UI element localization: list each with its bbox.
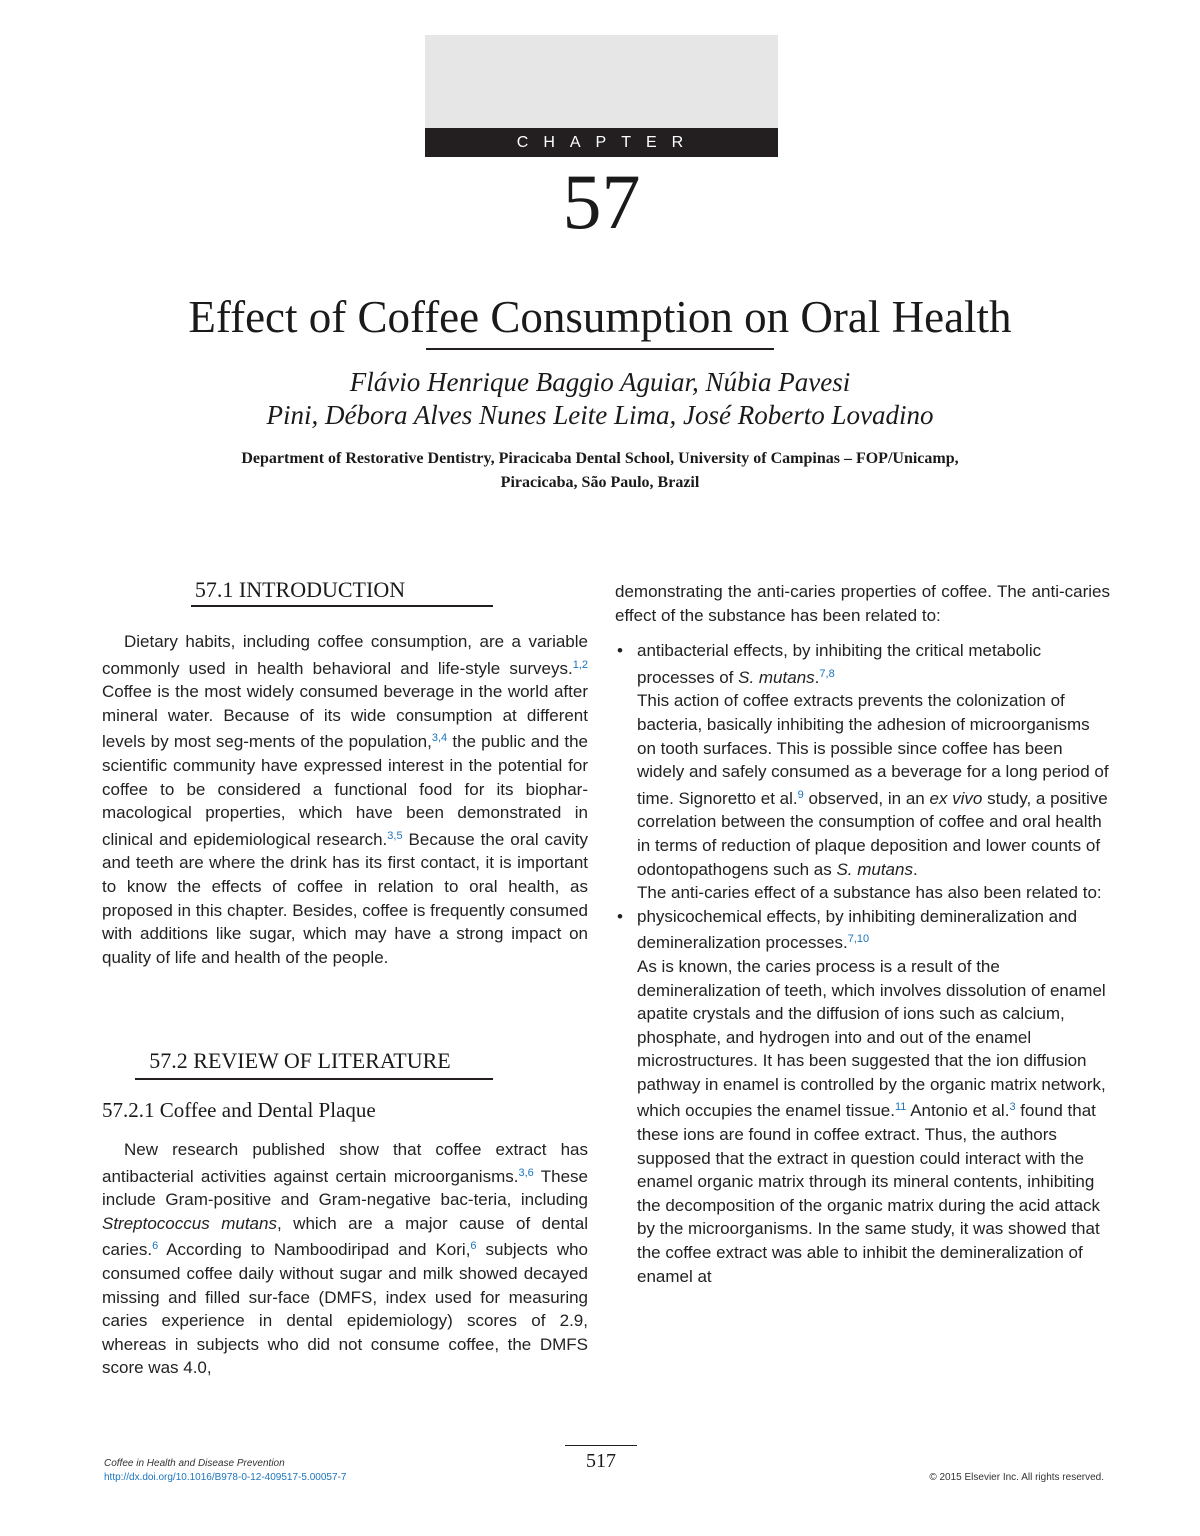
bullet-para-text-3: study, a positive correlation between the consumption of coffee and oral health in terms of reduction of plaque deposition and lower counts of odontopathogens such as [637, 788, 1108, 879]
bullet-paragraph-2: The anti-caries effect of a substance has also been related to: [637, 883, 1102, 903]
latin-term: ex vivo [929, 788, 983, 808]
plaque-paragraph [102, 1138, 588, 1380]
citation-link[interactable]: 3,6 [518, 1166, 534, 1179]
citation-link[interactable]: 6 [152, 1240, 159, 1253]
right-column-body [615, 580, 1110, 1288]
bullet-para-text-1: As is known, the caries process is a result of the demineralization of teeth, which involves dissolution of enamel apatite crystals and the diffusion of ions such as calcium, phosphate, and hydrogen into and out of the enamel microstructures. It has been suggested that the ion diffusion pathway in enamel is controlled by the organic matrix network, which occupies the enamel tissue. [637, 956, 1106, 1121]
citation-link[interactable]: 7,10 [847, 933, 870, 946]
author-list [0, 366, 1200, 432]
introduction-body [102, 630, 588, 969]
section-rule-review [135, 1078, 493, 1080]
species-name: S. mutans [836, 859, 913, 879]
bullet-icon: • [617, 641, 623, 661]
bullet-para-text-2: observed, in an [803, 788, 930, 808]
bullet-para-text-1: This action of coffee extracts prevents the colonization of bacteria, basically inhibiting the adhesion of microorganisms on tooth surfaces. This is possible since coffee has been widely and safely consumed as a beverage for a long period of time. Signoretto et al. [637, 691, 1109, 808]
affiliation [0, 447, 1200, 495]
citation-link[interactable]: 3,4 [431, 732, 448, 745]
chapter-title: Effect of Coffee Consumption on Oral Health [188, 292, 1012, 342]
chapter-header-panel [425, 35, 778, 128]
bullet-text [637, 639, 1110, 689]
book-title: Coffee in Health and Disease Prevention [104, 1458, 285, 1469]
footer-rule [565, 1445, 637, 1446]
citation-link[interactable]: 3,5 [387, 829, 403, 842]
affiliation-line-2: Piracicaba, São Paulo, Brazil [500, 474, 700, 491]
chapter-label: CHAPTER [425, 128, 778, 157]
intro-text-3: the public and the scientific community have expressed interest in the potential for coffee to be considered a functional food for its biophar-macological properties, which have been demonstrated in clinical and epidemiological research. [102, 732, 588, 849]
citation-link[interactable]: 3 [1009, 1101, 1016, 1114]
introduction-paragraph [102, 630, 588, 969]
right-lead-paragraph: demonstrating the anti-caries properties of coffee. The anti-caries effect of the substance has been related to: [615, 582, 1110, 625]
bullet-para-text-3: found that these ions are found in coffee extract. Thus, the authors supposed that the extract in question could interact with the enamel organic matrix through its mineral contents, inhibiting the decomposition of the organic matrix during the acid attack by the microorganisms. In the same study, it was showed that the coffee extract was able to inhibit the demineralization of enamel at [637, 1101, 1101, 1286]
citation-link[interactable]: 7,8 [819, 667, 835, 680]
citation-link[interactable]: 6 [470, 1240, 477, 1253]
bullet-text-2: . [814, 667, 820, 687]
intro-text-2: Coffee is the most widely consumed beverage in the world after mineral water. Because of its wide consumption at different levels by most seg-ments of the population, [102, 682, 588, 752]
bullet-paragraph [637, 955, 1110, 1288]
plaque-text-4: According to Namboodiripad and Kori, [158, 1240, 471, 1260]
plaque-body [102, 1138, 588, 1380]
bullet-paragraph [637, 689, 1110, 881]
plaque-text-2: These include Gram-positive and Gram-negative bac-teria, including [102, 1166, 588, 1210]
author-line-1: Flávio Henrique Baggio Aguiar, Núbia Pavesi [349, 367, 851, 397]
bullet-icon: • [617, 906, 623, 926]
bullet-text-1: physicochemical effects, by inhibiting demineralization and demineralization processes. [637, 906, 1078, 953]
page-number: 517 [586, 1450, 616, 1472]
bullet-para-text-4: . [912, 859, 918, 879]
bullet-item-physicochemical [615, 905, 1110, 1289]
section-heading-review: 57.2 REVIEW OF LITERATURE [149, 1048, 451, 1073]
bullet-para-text-2: Antonio et al. [906, 1101, 1010, 1121]
subsection-heading-plaque: 57.2.1 Coffee and Dental Plaque [102, 1098, 376, 1122]
doi-link[interactable]: http://dx.doi.org/10.1016/B978-0-12-409517-5.00057-7 [104, 1472, 347, 1483]
affiliation-line-1: Department of Restorative Dentistry, Piracicaba Dental School, University of Campinas – FOP/Unicamp, [241, 450, 959, 467]
section-heading-introduction: 57.1 INTRODUCTION [194, 577, 406, 602]
chapter-number: 57 [562, 158, 641, 245]
section-rule-introduction [191, 605, 493, 607]
citation-link[interactable]: 9 [797, 788, 804, 801]
species-name: S. mutans [738, 667, 815, 687]
plaque-text-1: New research published show that coffee extract has antibacterial activities against certain microorganisms. [102, 1140, 588, 1186]
citation-link[interactable]: 1,2 [572, 658, 588, 671]
bullet-text-1: antibacterial effects, by inhibiting the critical metabolic processes of [637, 641, 1042, 687]
intro-text-4: Because the oral cavity and teeth are where the drink has its first contact, it is important to know the effects of coffee in relation to oral health, as proposed in this chapter. Besides, coffee is frequently consumed with additions like sugar, which may have a strong impact on quality of life and health of the people. [102, 829, 588, 967]
intro-text-1: Dietary habits, including coffee consumption, are a variable commonly used in health behavioral and life-style surveys. [102, 632, 588, 678]
species-name: Streptococcus mutans [102, 1213, 277, 1233]
copyright-notice: © 2015 Elsevier Inc. All rights reserved. [929, 1472, 1104, 1483]
author-line-2: Pini, Débora Alves Nunes Leite Lima, José Roberto Lovadino [266, 400, 934, 430]
bullet-item-antibacterial [615, 639, 1110, 905]
title-divider [426, 348, 774, 350]
plaque-text-3: , which are a major cause of dental caries. [102, 1213, 588, 1260]
bullet-text [637, 905, 1110, 955]
citation-link[interactable]: 11 [894, 1101, 907, 1114]
plaque-text-5: subjects who consumed coffee daily without sugar and milk showed decayed missing and filled sur-face (DMFS, index used for measuring caries experience in dental epidemiology) scores of 2.9, whereas in subjects who did not consume coffee, the DMFS score was 4.0, [102, 1240, 589, 1378]
